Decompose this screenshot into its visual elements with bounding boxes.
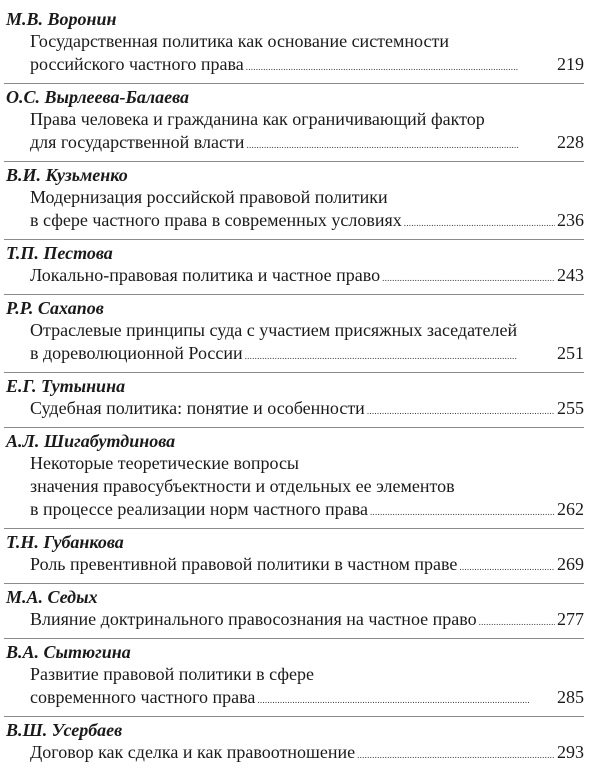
entry-title-last-line [30,342,584,368]
entry-title [30,397,584,423]
toc-entry[interactable] [4,84,584,162]
entry-author: Р.Р. Сахапов [6,298,104,318]
dot-leader [246,53,555,79]
entry-author: Т.П. Пестова [6,243,113,263]
entry-title-line: Некоторые теоретические вопросы [30,453,300,473]
entry-title-last-line [30,608,584,634]
entry-title-line: Влияние доктринального правосознания на частное право [30,609,477,629]
dot-leader [370,498,555,524]
entry-title-last-line [30,397,584,423]
entry-title [30,741,584,767]
toc-entry[interactable] [4,240,584,295]
entry-title [30,30,584,79]
entry-author: Е.Г. Тутынина [6,376,126,396]
entry-title [30,452,584,524]
toc-entry[interactable] [4,639,584,717]
page-number: 269 [557,554,584,574]
entry-title-last-line [30,131,584,157]
entry-title-line: Государственная политика как основание системности [30,31,449,51]
entry-title-line: современного частного права [30,687,256,707]
entry-title-line: российского частного права [30,54,244,74]
entry-title-last-line [30,553,584,579]
entry-author: В.И. Кузьменко [6,165,128,185]
dot-leader [479,608,555,634]
entry-title-line: в дореволюционной России [30,343,243,363]
entry-author: В.Ш. Усербаев [6,720,123,740]
dot-leader [246,131,555,157]
entry-title-line: Отраслевые принципы суда с участием присяжных заседателей [30,320,518,340]
entry-title-line: Судебная политика: понятие и особенности [30,398,365,418]
entry-title [30,108,584,157]
page-number: 285 [557,687,584,707]
toc-entry[interactable] [4,529,584,584]
entry-title-last-line [30,209,584,235]
toc-entry[interactable] [4,717,584,771]
page-number: 236 [557,210,584,230]
page-number: 219 [557,54,584,74]
entry-author: М.В. Воронин [6,9,117,29]
entry-title-last-line [30,498,584,524]
entry-title-line: в сфере частного права в современных условиях [30,210,402,230]
toc-entry[interactable] [4,6,584,84]
entry-title-line: в процессе реализации норм частного права [30,499,368,519]
toc-entry[interactable] [4,295,584,373]
entry-title-line: Модернизация российской правовой политики [30,187,388,207]
page-number: 277 [557,609,584,629]
entry-author: В.А. Сытюгина [6,642,131,662]
page-number: 243 [557,265,584,285]
dot-leader [257,686,555,712]
dot-leader [459,553,555,579]
dot-leader [382,264,555,290]
page-number: 293 [557,742,584,762]
entry-title-line: значения правосубъектности и отдельных ее элементов [30,476,455,496]
page-number: 255 [557,398,584,418]
dot-leader [357,741,555,767]
entry-title-last-line [30,741,584,767]
entry-title-line: Развитие правовой политики в сфере [30,664,314,684]
entry-title [30,608,584,634]
entry-author: Т.Н. Губанкова [6,532,124,552]
dot-leader [404,209,555,235]
entry-title-line: Договор как сделка и как правоотношение [30,742,356,762]
entry-author: М.А. Седых [6,587,98,607]
entry-title-line: Роль превентивной правовой политики в частном праве [30,554,458,574]
page-number: 228 [557,132,584,152]
dot-leader [245,342,555,368]
toc-entry[interactable] [4,162,584,240]
entry-title [30,553,584,579]
toc-entry[interactable] [4,584,584,639]
entry-title-last-line [30,264,584,290]
entry-title-line: для государственной власти [30,132,245,152]
entry-title-last-line [30,686,584,712]
dot-leader [367,397,555,423]
page-number: 251 [557,343,584,363]
entry-author: А.Л. Шигабутдинова [6,431,176,451]
entry-title [30,186,584,235]
entry-title-line: Права человека и гражданина как ограничивающий фактор [30,109,485,129]
entry-author: О.С. Вырлеева-Балаева [6,87,190,107]
entry-title-last-line [30,53,584,79]
page-number: 262 [557,499,584,519]
toc-entry[interactable] [4,428,584,529]
toc-entry[interactable] [4,373,584,428]
entry-title [30,663,584,712]
entry-title [30,264,584,290]
entry-title-line: Локально-правовая политика и частное право [30,265,381,285]
entry-title [30,319,584,368]
